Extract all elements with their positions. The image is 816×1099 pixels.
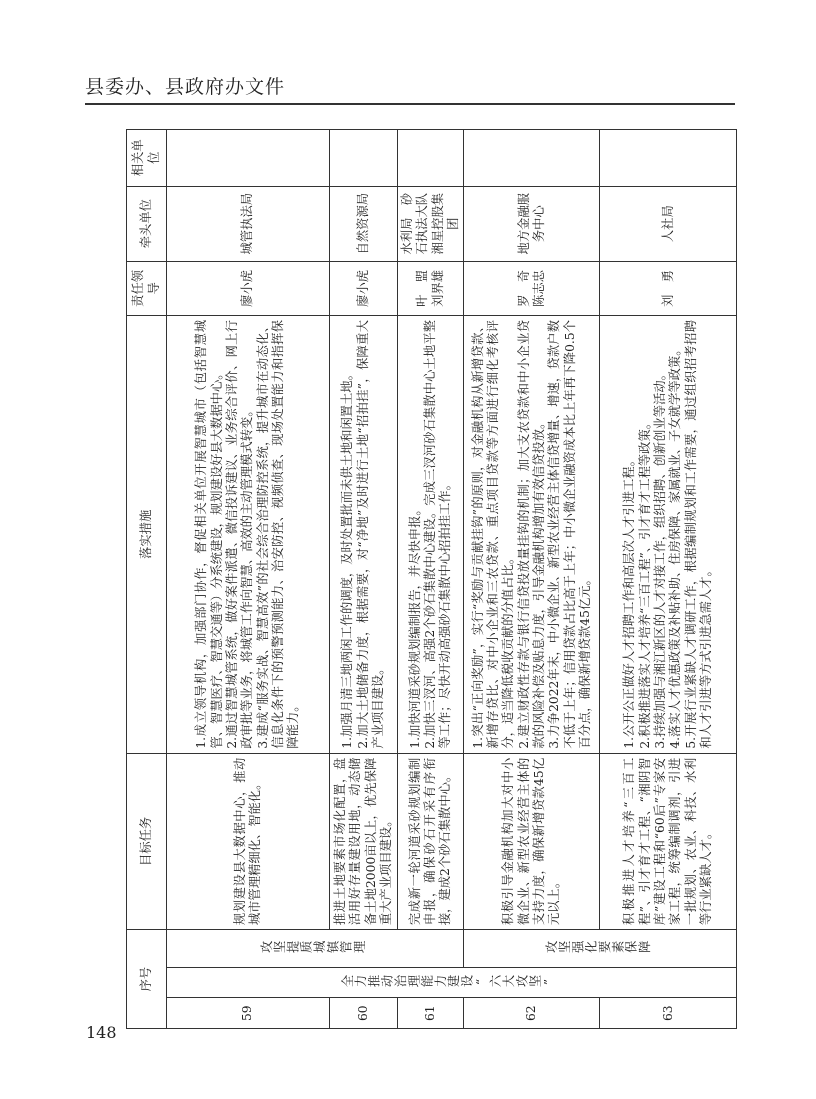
table-row xyxy=(600,130,737,1029)
header-lead-unit: 牵头单位 xyxy=(127,186,167,261)
header-related: 相关单位 xyxy=(127,130,167,187)
leader-cell: 刘 勇 xyxy=(600,261,737,315)
row-number: 63 xyxy=(600,998,737,1029)
measures-cell: 1.成立领导机构，加强部门协作，督促相关单位开展智慧城市（包括智慧城管、智慧医疗、智慧交通等）分系统建设，规划建设好县大数据中心。 2.通过智慧城管系统，做好案件派遣、微信投诉建议、业务综合评价、网上行政审批等业务，将城管工作向智慧、高效的主动管理模式转变。 3.建成“服务实战、智慧高效”的社会综合治理防控系统，提升城市在动态化、信息化条件下的预警预测能力、治安防控、视频侦查、现场处置能力和指挥保障能力。 xyxy=(167,315,330,753)
measures-cell: 1.突出“正向奖励”，实行“奖励与贡献挂钩”的原则，对金融机构从新增贷款、新增存贷比、对中小企业和三农贷款、重点项目贷款等方面进行细化考核评分，适当降低税收贡献的分值占比。 2.建立财政性存款与银行信贷投放量挂钩的机制；加大支农贷款和中小企业贷款的风险补偿及贴息力度，引导金融机构增加有效信贷投放。 3.力争2022年末，中小微企业、新型农业经营主体信贷增量、增速，贷款户数不低于上年；信用贷款占比高于上年；中小微企业融资成本比上年再下降0.5个百分点，确保新增贷款45亿元。 xyxy=(464,315,600,753)
leader-cell: 罗 奇 陈志忠 xyxy=(464,261,600,315)
related-cell xyxy=(330,130,398,187)
page-number: 148 xyxy=(86,1023,117,1042)
document-header: 县委办、县政府办文件 xyxy=(85,76,286,98)
lead-unit-cell: 地方金融服务中心 xyxy=(464,186,600,261)
header-no: 序号 xyxy=(127,930,167,1029)
table-row xyxy=(330,130,398,1029)
leader-cell: 叶 盟 刘界雄 xyxy=(398,261,464,315)
header-rule xyxy=(85,103,735,105)
measures-cell: 1.公开公正做好人才招聘工作和高层次人才引进工程。 2.积极推进落实人才培养“三百工程”、引才育才工程等政策。 3.持续加强与湘江新区的人才对接工作，组织招聘、创新创业等活动。 4.落实人才优惠政策及补贴补助、住房保障、家属就业、子女就学等政策。 5.开展行业紧缺人才调研工作，根据编制规划和工作需要，通过组织招考招聘和人才引进等方式引进急需人才。 xyxy=(600,315,737,753)
table-row xyxy=(464,130,600,1029)
row-number: 61 xyxy=(398,998,464,1029)
header-target: 目标任务 xyxy=(127,753,167,930)
table-header-row xyxy=(127,130,167,1029)
table-row xyxy=(398,130,464,1029)
header-measures: 落实措施 xyxy=(127,315,167,753)
rotated-table-wrapper xyxy=(126,129,732,1029)
lead-unit-cell: 人社局 xyxy=(600,186,737,261)
target-cell: 规划建设县大数据中心，推动城市管理精细化、智能化。 xyxy=(167,753,330,930)
leader-cell: 廖小虎 xyxy=(330,261,398,315)
category-label: 攻坚强化要素保障 xyxy=(464,930,737,968)
lead-unit-cell: 城管执法局 xyxy=(167,186,330,261)
related-cell xyxy=(167,130,330,187)
measures-cell: 1.加强月清三地两闲工作的调度，及时处置批而未供土地和闲置土地。 2.加大土地储备力度，根据需要，对“净地”及时进行土地“招拍挂”，保障重大产业项目建设。 xyxy=(330,315,398,753)
related-cell xyxy=(600,130,737,187)
row-number: 60 xyxy=(330,998,398,1029)
task-table xyxy=(126,129,737,1029)
measures-cell: 1.加快河道采砂规划编制报告，并尽快申报。 2.加快三汊河、高强2个砂石集散中心建设。完成三汊河砂石集散中心土地平整等工作；尽快开动高强砂石集散中心招拍挂工作。 xyxy=(398,315,464,753)
lead-unit-cell: 自然资源局 xyxy=(330,186,398,261)
group-label: 全力推动治理能力建设“六大攻坚” xyxy=(167,967,737,998)
target-cell: 推进土地要素市场化配置，盘活用好存量建设用地，动态储备土地2000亩以上，优先保障重大产业项目建设。 xyxy=(330,753,398,930)
leader-cell: 廖小虎 xyxy=(167,261,330,315)
related-cell xyxy=(464,130,600,187)
target-cell: 积极推进人才培养“三百工程”、引才育才工程、“湘阴智库”建设工程和“60后”专家安家工程，统筹编制调剂，引进一批规划、农业、科技、水利等行业紧缺人才。 xyxy=(600,753,737,930)
target-cell: 积极引导金融机构加大对中小微企业、新型农业经营主体的支持力度，确保新增贷款45亿元以上。 xyxy=(464,753,600,930)
category-label: 攻坚提质城镇管理 xyxy=(167,930,464,968)
table-row xyxy=(167,130,330,1029)
row-number: 62 xyxy=(464,998,600,1029)
related-cell xyxy=(398,130,464,187)
row-number: 59 xyxy=(167,998,330,1029)
target-cell: 完成新一轮河道采砂规划编制申报，确保砂石开采有序衔接，建成2个砂石集散中心。 xyxy=(398,753,464,930)
header-leader: 责任领导 xyxy=(127,261,167,315)
lead-unit-cell: 水利局 砂石执法大队 湘星控股集团 xyxy=(398,186,464,261)
